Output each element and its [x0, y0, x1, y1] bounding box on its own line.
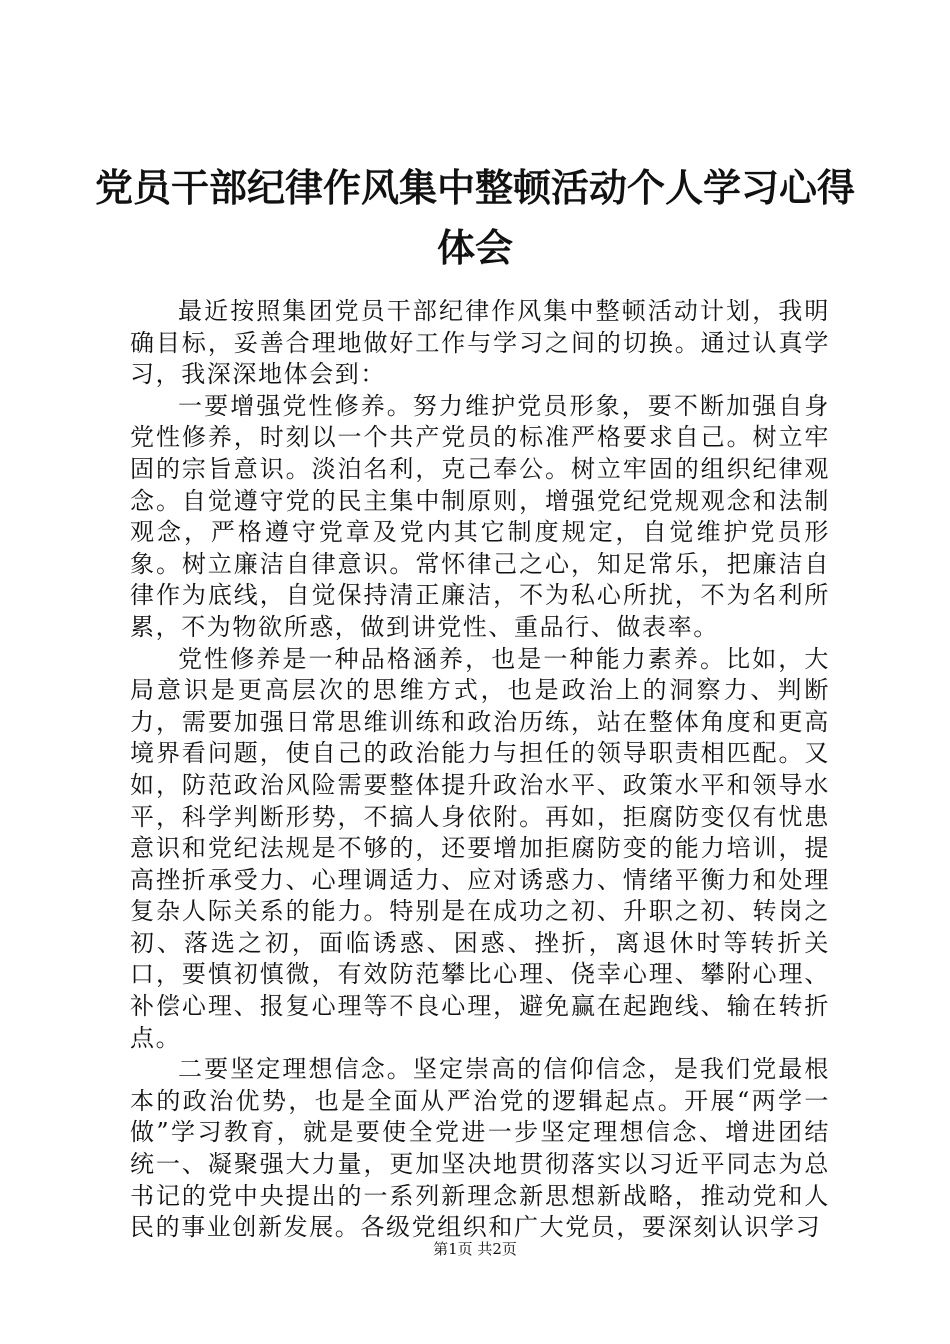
document-title [0, 158, 950, 278]
paragraph-cultivation: 党性修养是一种品格涵养，也是一种能力素养。比如，大局意识是更高层次的思维方式，也是政治上的洞察力、判断力，需要加强日常思维训练和政治历练，站在整体角度和更高境界看问题，使自己的政治能力与担任的领导职责相匹配。又如，防范政治风险需要整体提升政治水平、政策水平和领导水平，科学判断形势，不搞人身依附。再如，拒腐防变仅有忧患意识和党纪法规是不够的，还要增加拒腐防变的能力培训，提高挫折承受力、心理调适力、应对诱惑力、情绪平衡力和处理复杂人际关系的能力。特别是在成功之初、升职之初、转岗之初、落选之初，面临诱惑、困惑、挫折，离退休时等转折关口，要慎初慎微，有效防范攀比心理、侥幸心理、攀附心理、补偿心理、报复心理等不良心理，避免赢在起跑线、输在转折点。 [130, 644, 830, 1052]
paragraph-ideals: 二要坚定理想信念。坚定崇高的信仰信念，是我们党最根本的政治优势，也是全面从严治党的逻辑起点。开展“两学一做”学习教育，就是要使全党进一步坚定理想信念、增进团结统一、凝聚强大力量，更加坚决地贯彻落实以习近平同志为总书记的党中央提出的一系列新理念新思想新战略，推动党和人民的事业创新发展。各级党组织和广大党员，要深刻认识学习 [130, 1055, 830, 1242]
paragraph-party-spirit: 一要增强党性修养。努力维护党员形象，要不断加强自身党性修养，时刻以一个共产党员的标准严格要求自己。树立牢固的宗旨意识。淡泊名利，克己奉公。树立牢固的组织纪律观念。自觉遵守党的民主集中制原则，增强党纪党规观念和法制观念，严格遵守党章及党内其它制度规定，自觉维护党员形象。树立廉洁自律意识。常怀律己之心，知足常乐，把廉洁自律作为底线，自觉保持清正廉洁，不为私心所扰，不为名利所累，不为物欲所惑，做到讲党性、重品行、做表率。 [130, 391, 830, 641]
title-line-2: 体会 [436, 226, 513, 270]
document-body [130, 296, 830, 1244]
page-footer: 第1页 共2页 [433, 1240, 517, 1258]
paragraph-intro: 最近按照集团党员干部纪律作风集中整顿活动计划，我明确目标，妥善合理地做好工作与学习之间的切换。通过认真学习，我深深地体会到： [130, 297, 830, 389]
title-line-1: 党员干部纪律作风集中整顿活动个人学习心得 [94, 166, 855, 210]
